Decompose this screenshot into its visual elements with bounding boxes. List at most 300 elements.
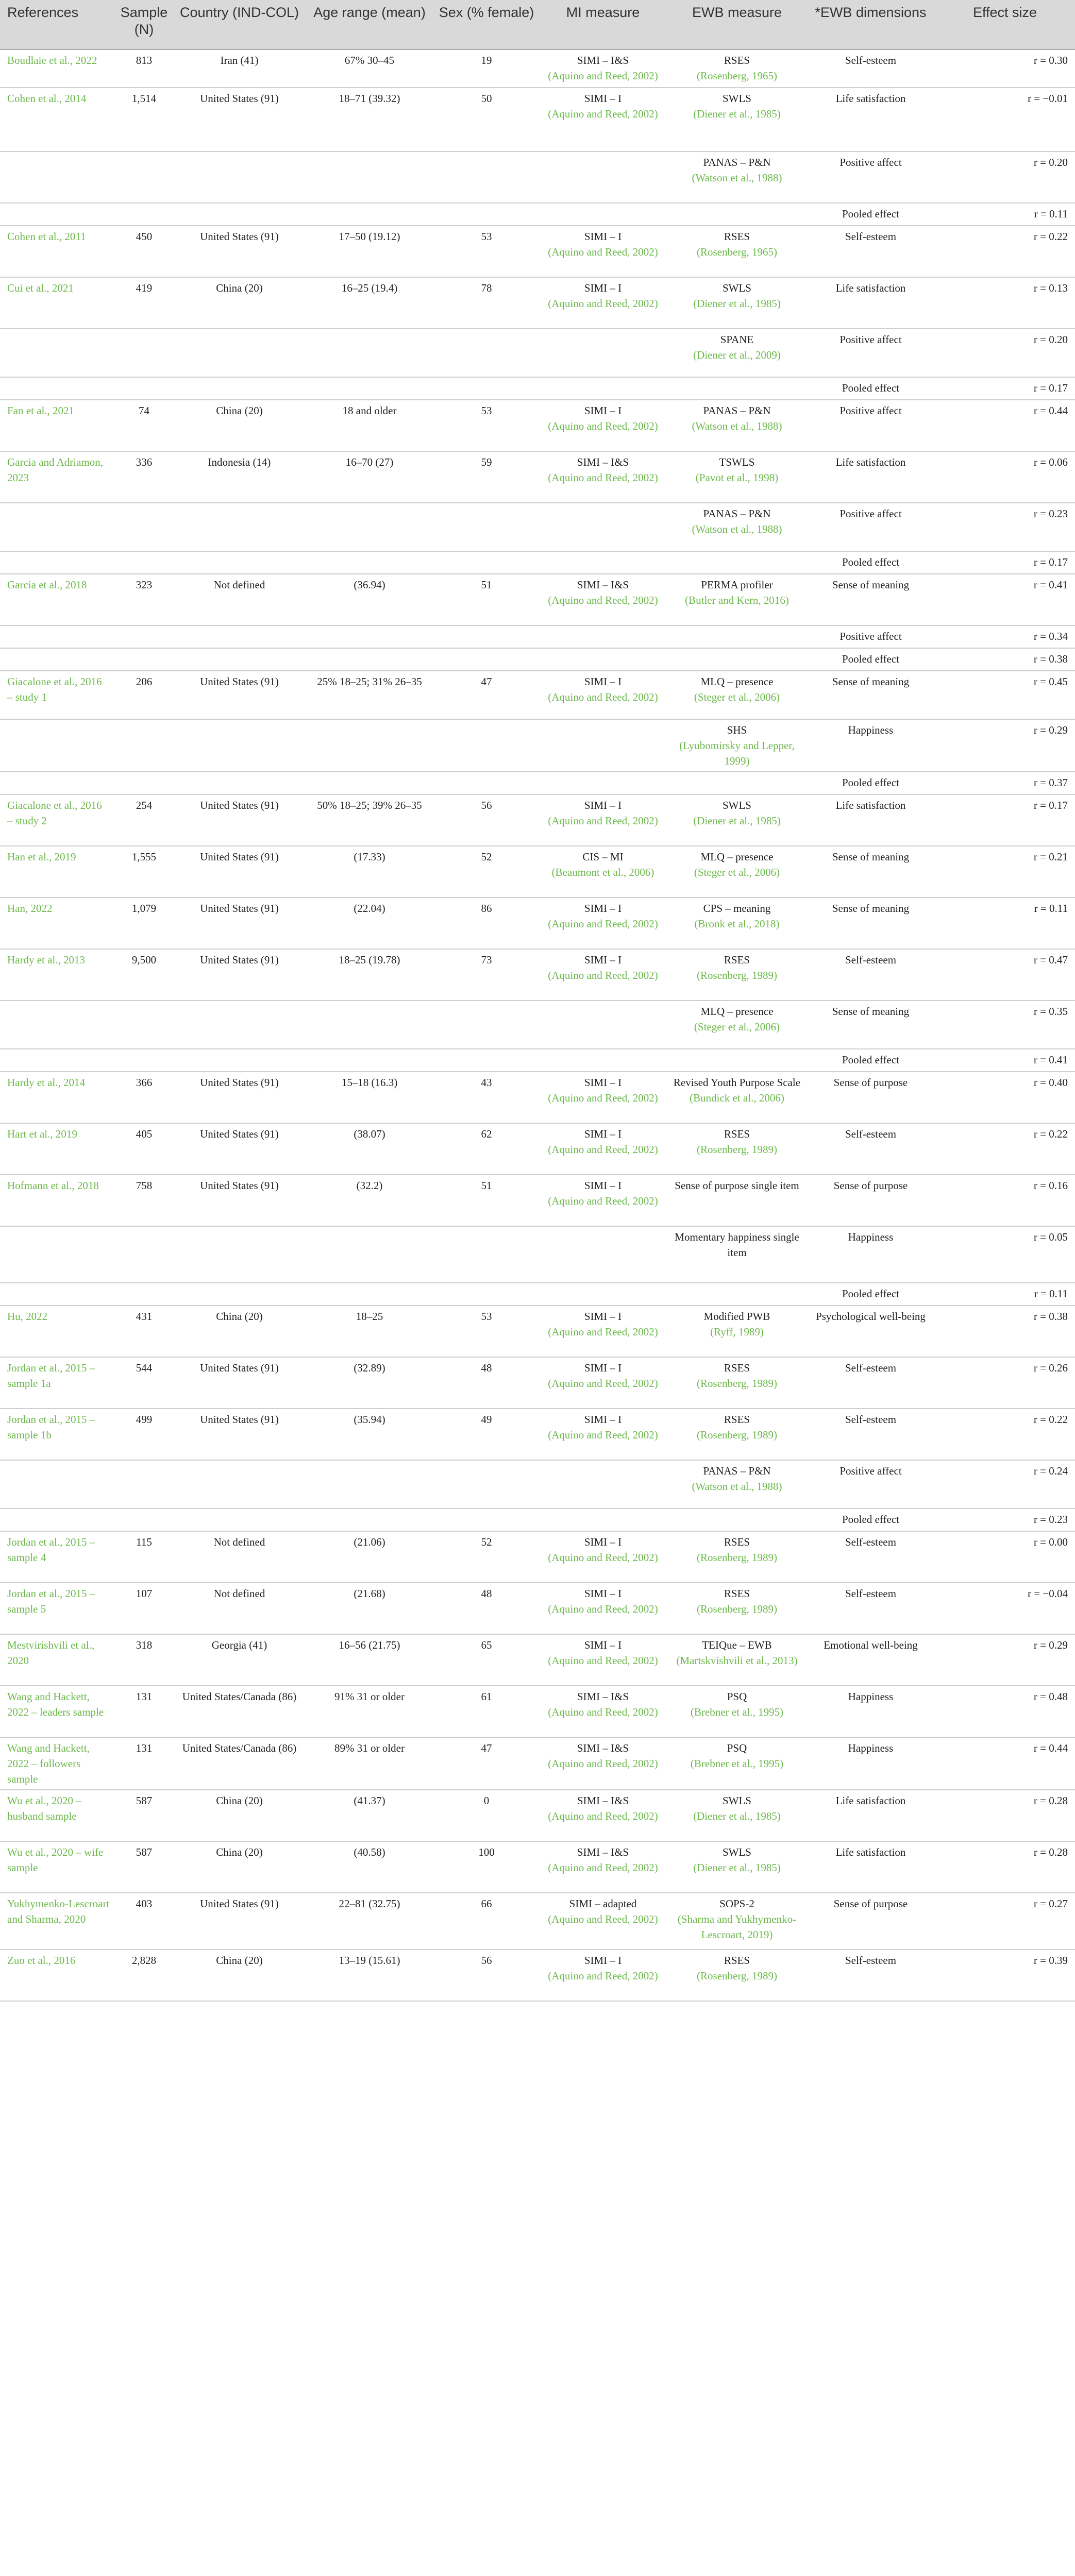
- cell-sex: [434, 329, 539, 377]
- cell-effect-size: [935, 949, 1075, 1001]
- cell-sample: [114, 1531, 174, 1583]
- sample-value: 403: [136, 1897, 153, 1910]
- cell-ewb-measure: [667, 1306, 807, 1357]
- mi-citation: (Aquino and Reed, 2002): [548, 691, 658, 703]
- effect-size-value: r = 0.11: [1034, 1287, 1068, 1300]
- cell-sample: [114, 377, 174, 400]
- cell-ewb-measure: [667, 226, 807, 277]
- ewb-citation: (Steger et al., 2006): [694, 691, 780, 703]
- cell-sample: [114, 49, 174, 88]
- cell-ewb-measure: [667, 1049, 807, 1072]
- cell-age: [305, 1841, 434, 1893]
- ewb-measure-value: SWLS: [722, 282, 751, 294]
- cell-sex: [434, 551, 539, 574]
- cell-sex: [434, 897, 539, 949]
- cell-ewb-dimension: [807, 226, 935, 277]
- header-country: Country (IND-COL): [174, 0, 305, 49]
- cell-ewb-dimension: [807, 1531, 935, 1583]
- cell-sample: [114, 551, 174, 574]
- cell-sample: [114, 1283, 174, 1306]
- sex-value: 66: [481, 1897, 492, 1910]
- cell-effect-size: [935, 671, 1075, 719]
- age-value: 18–71 (39.32): [339, 92, 400, 105]
- ewb-dimension-value: Sense of purpose: [833, 1076, 908, 1089]
- cell-reference: [0, 1357, 114, 1409]
- cell-sample: [114, 1175, 174, 1226]
- effect-size-value: r = 0.23: [1033, 507, 1068, 520]
- mi-measure-value: SIMI – I: [584, 902, 622, 914]
- table-body: [0, 49, 1075, 2001]
- country-value: China (20): [216, 1954, 263, 1967]
- cell-reference: [0, 1072, 114, 1123]
- sample-value: 366: [136, 1076, 153, 1089]
- sample-value: 131: [136, 1690, 153, 1703]
- ewb-citation: (Ryff, 1989): [710, 1326, 764, 1338]
- cell-reference: [0, 794, 114, 846]
- cell-age: [305, 1893, 434, 1950]
- cell-mi-measure: [539, 1226, 667, 1283]
- ewb-dimension-value: Positive affect: [839, 404, 902, 417]
- cell-age: [305, 151, 434, 203]
- cell-effect-size: [935, 719, 1075, 772]
- mi-measure-value: SIMI – I&S: [577, 1846, 629, 1858]
- cell-mi-measure: [539, 503, 667, 551]
- mi-citation: (Aquino and Reed, 2002): [548, 297, 658, 310]
- cell-ewb-measure: [667, 451, 807, 503]
- cell-ewb-dimension: [807, 1790, 935, 1841]
- sex-value: 47: [481, 675, 492, 688]
- sex-value: 0: [483, 1794, 490, 1807]
- effect-size-value: r = 0.45: [1033, 675, 1068, 688]
- cell-country: [174, 1634, 305, 1686]
- ewb-measure-value: PSQ: [727, 1742, 747, 1754]
- table-row: [0, 503, 1075, 551]
- mi-measure-value: SIMI – I&S: [577, 54, 629, 66]
- cell-ewb-dimension: [807, 1123, 935, 1175]
- cell-sex: [434, 1583, 539, 1634]
- ewb-dimension-value: Pooled effect: [842, 1287, 899, 1300]
- cell-mi-measure: [539, 203, 667, 226]
- ewb-citation: (Pavot et al., 1998): [695, 471, 779, 484]
- cell-effect-size: [935, 574, 1075, 625]
- age-value: (21.06): [354, 1536, 385, 1548]
- cell-ewb-dimension: [807, 1737, 935, 1790]
- ewb-measure-value: MLQ – presence: [700, 1005, 774, 1018]
- cell-mi-measure: [539, 49, 667, 88]
- cell-ewb-measure: [667, 88, 807, 151]
- cell-sample: [114, 794, 174, 846]
- ewb-measure-value: PANAS – P&N: [703, 1465, 771, 1477]
- cell-age: [305, 1531, 434, 1583]
- ewb-measure-value: PANAS – P&N: [703, 507, 771, 520]
- mi-citation: (Aquino and Reed, 2002): [548, 1861, 658, 1874]
- sample-value: 1,514: [131, 92, 157, 105]
- age-value: 50% 18–25; 39% 26–35: [317, 799, 422, 811]
- cell-reference: [0, 1950, 114, 2001]
- effect-size-value: r = 0.13: [1033, 282, 1068, 294]
- effect-size-value: r = 0.17: [1033, 799, 1068, 811]
- country-value: Not defined: [213, 579, 265, 591]
- cell-ewb-dimension: [807, 1893, 935, 1950]
- ewb-dimension-value: Sense of meaning: [832, 675, 910, 688]
- cell-ewb-measure: [667, 1460, 807, 1509]
- effect-size-value: r = 0.22: [1033, 230, 1068, 243]
- cell-sample: [114, 1737, 174, 1790]
- reference-link: Hu, 2022: [7, 1310, 48, 1323]
- country-value: United States (91): [200, 1128, 279, 1140]
- cell-effect-size: [935, 1049, 1075, 1072]
- cell-ewb-measure: [667, 1001, 807, 1049]
- ewb-dimension-value: Happiness: [848, 1742, 894, 1754]
- cell-effect-size: [935, 1737, 1075, 1790]
- cell-ewb-dimension: [807, 1634, 935, 1686]
- cell-effect-size: [935, 1226, 1075, 1283]
- cell-effect-size: [935, 1283, 1075, 1306]
- cell-ewb-measure: [667, 1531, 807, 1583]
- ewb-measure-value: RSES: [724, 1413, 750, 1426]
- table-row: [0, 551, 1075, 574]
- table-row: [0, 1950, 1075, 2001]
- ewb-measure-value: RSES: [724, 1536, 750, 1548]
- ewb-measure-value: SWLS: [722, 799, 751, 811]
- table-row: [0, 846, 1075, 897]
- cell-ewb-measure: [667, 1634, 807, 1686]
- cell-reference: [0, 846, 114, 897]
- ewb-citation: (Watson et al., 1988): [692, 420, 782, 432]
- cell-age: [305, 1123, 434, 1175]
- cell-sex: [434, 203, 539, 226]
- cell-effect-size: [935, 1531, 1075, 1583]
- age-value: 16–56 (21.75): [339, 1639, 400, 1651]
- table-row: [0, 574, 1075, 625]
- cell-sex: [434, 88, 539, 151]
- mi-measure-value: SIMI – I: [584, 1587, 622, 1600]
- effect-size-value: r = 0.37: [1033, 776, 1068, 789]
- ewb-citation: (Rosenberg, 1989): [697, 1603, 777, 1615]
- ewb-dimension-value: Self-esteem: [845, 1413, 897, 1426]
- cell-effect-size: [935, 377, 1075, 400]
- cell-country: [174, 1583, 305, 1634]
- effect-size-value: r = 0.41: [1033, 579, 1068, 591]
- ewb-citation: (Martskvishvili et al., 2013): [676, 1654, 798, 1667]
- mi-citation: (Aquino and Reed, 2002): [548, 594, 658, 606]
- mi-measure-value: SIMI – I&S: [577, 1690, 629, 1703]
- cell-reference: [0, 503, 114, 551]
- ewb-measure-value: TEIQue – EWB: [702, 1639, 772, 1651]
- cell-country: [174, 671, 305, 719]
- header-mi-measure: MI measure: [539, 0, 667, 49]
- table-row: [0, 794, 1075, 846]
- cell-mi-measure: [539, 719, 667, 772]
- sex-value: 53: [481, 230, 492, 243]
- sex-value: 56: [481, 1954, 492, 1967]
- ewb-dimension-value: Self-esteem: [845, 1954, 897, 1967]
- cell-country: [174, 551, 305, 574]
- age-value: 17–50 (19.12): [339, 230, 400, 243]
- cell-country: [174, 1357, 305, 1409]
- cell-ewb-measure: [667, 151, 807, 203]
- cell-sex: [434, 1001, 539, 1049]
- cell-country: [174, 1283, 305, 1306]
- cell-effect-size: [935, 329, 1075, 377]
- cell-ewb-dimension: [807, 1175, 935, 1226]
- header-ewb-dimensions: *EWB dimensions: [807, 0, 935, 49]
- ewb-measure-value: Sense of purpose single item: [675, 1179, 799, 1192]
- country-value: Not defined: [213, 1536, 265, 1548]
- cell-mi-measure: [539, 949, 667, 1001]
- country-value: United States (91): [200, 230, 279, 243]
- country-value: China (20): [216, 1846, 263, 1858]
- age-value: (35.94): [354, 1413, 385, 1426]
- cell-ewb-dimension: [807, 151, 935, 203]
- cell-sex: [434, 1460, 539, 1509]
- cell-mi-measure: [539, 226, 667, 277]
- table-header: [0, 0, 1075, 49]
- reference-link: Jordan et al., 2015 – sample 1b: [7, 1413, 95, 1441]
- reference-link: Jordan et al., 2015 – sample 1a: [7, 1362, 95, 1389]
- ewb-citation: (Watson et al., 1988): [692, 172, 782, 184]
- sex-value: 49: [481, 1413, 492, 1426]
- cell-age: [305, 1283, 434, 1306]
- cell-sex: [434, 671, 539, 719]
- cell-country: [174, 400, 305, 451]
- cell-age: [305, 277, 434, 329]
- sex-value: 48: [481, 1362, 492, 1374]
- cell-ewb-measure: [667, 377, 807, 400]
- cell-reference: [0, 88, 114, 151]
- country-value: United States (91): [200, 92, 279, 105]
- cell-mi-measure: [539, 1686, 667, 1737]
- effect-size-value: r = 0.24: [1033, 1465, 1068, 1477]
- cell-country: [174, 1950, 305, 2001]
- effect-size-value: r = 0.29: [1033, 1639, 1068, 1651]
- reference-link: Hardy et al., 2014: [7, 1076, 86, 1089]
- cell-sex: [434, 1175, 539, 1226]
- cell-mi-measure: [539, 1357, 667, 1409]
- cell-country: [174, 574, 305, 625]
- ewb-measure-value: RSES: [724, 1954, 750, 1967]
- mi-measure-value: SIMI – I&S: [577, 456, 629, 468]
- effect-size-value: r = 0.28: [1033, 1794, 1068, 1807]
- ewb-measure-value: MLQ – presence: [700, 851, 774, 863]
- mi-citation: (Aquino and Reed, 2002): [548, 1603, 658, 1615]
- cell-age: [305, 794, 434, 846]
- cell-country: [174, 151, 305, 203]
- cell-reference: [0, 1001, 114, 1049]
- cell-age: [305, 88, 434, 151]
- ewb-measure-value: RSES: [724, 954, 750, 966]
- effect-size-value: r = 0.21: [1033, 851, 1068, 863]
- mi-measure-value: SIMI – I: [584, 92, 622, 105]
- effect-size-value: r = 0.11: [1034, 208, 1068, 220]
- cell-mi-measure: [539, 551, 667, 574]
- mi-measure-value: SIMI – I: [584, 1536, 622, 1548]
- effect-size-value: r = 0.44: [1033, 1742, 1068, 1754]
- sex-value: 47: [481, 1742, 492, 1754]
- ewb-measure-value: RSES: [724, 54, 750, 66]
- effect-size-value: r = 0.41: [1033, 1054, 1068, 1066]
- sample-value: 405: [136, 1128, 153, 1140]
- sample-value: 1,079: [131, 902, 157, 914]
- cell-ewb-dimension: [807, 1460, 935, 1509]
- cell-country: [174, 1460, 305, 1509]
- cell-ewb-measure: [667, 1686, 807, 1737]
- ewb-citation: (Diener et al., 1985): [693, 1861, 781, 1874]
- header-ewb-measure: EWB measure: [667, 0, 807, 49]
- ewb-dimension-value: Life satisfaction: [835, 1846, 906, 1858]
- cell-age: [305, 1950, 434, 2001]
- effect-size-value: r = 0.11: [1034, 902, 1068, 914]
- country-value: Not defined: [213, 1587, 265, 1600]
- mi-measure-value: SIMI – I: [584, 1954, 622, 1967]
- cell-ewb-dimension: [807, 719, 935, 772]
- table-row: [0, 226, 1075, 277]
- cell-mi-measure: [539, 1001, 667, 1049]
- cell-sample: [114, 1049, 174, 1072]
- cell-sex: [434, 1531, 539, 1583]
- cell-effect-size: [935, 203, 1075, 226]
- cell-country: [174, 1509, 305, 1531]
- cell-sex: [434, 648, 539, 671]
- effect-size-value: r = 0.40: [1033, 1076, 1068, 1089]
- mi-measure-value: SIMI – I: [584, 230, 622, 243]
- table-row: [0, 949, 1075, 1001]
- cell-ewb-dimension: [807, 574, 935, 625]
- ewb-measure-value: PERMA profiler: [701, 579, 773, 591]
- cell-country: [174, 1001, 305, 1049]
- cell-effect-size: [935, 451, 1075, 503]
- cell-country: [174, 1790, 305, 1841]
- cell-sex: [434, 846, 539, 897]
- cell-sex: [434, 151, 539, 203]
- cell-ewb-dimension: [807, 1509, 935, 1531]
- cell-ewb-measure: [667, 1226, 807, 1283]
- cell-sex: [434, 1634, 539, 1686]
- cell-ewb-measure: [667, 400, 807, 451]
- cell-age: [305, 503, 434, 551]
- reference-link: Han, 2022: [7, 902, 53, 914]
- reference-link: Zuo et al., 2016: [7, 1954, 76, 1967]
- cell-country: [174, 897, 305, 949]
- cell-country: [174, 1123, 305, 1175]
- cell-ewb-dimension: [807, 897, 935, 949]
- table-row: [0, 1634, 1075, 1686]
- ewb-citation: (Brebner et al., 1995): [690, 1757, 784, 1770]
- sample-value: 131: [136, 1742, 153, 1754]
- cell-reference: [0, 1583, 114, 1634]
- ewb-dimension-value: Psychological well-being: [816, 1310, 926, 1323]
- reference-link: Wang and Hackett, 2022 – followers sample: [7, 1742, 90, 1785]
- cell-reference: [0, 203, 114, 226]
- cell-age: [305, 1357, 434, 1409]
- cell-effect-size: [935, 503, 1075, 551]
- cell-ewb-dimension: [807, 1306, 935, 1357]
- cell-age: [305, 625, 434, 648]
- cell-effect-size: [935, 1175, 1075, 1226]
- cell-sex: [434, 1283, 539, 1306]
- ewb-dimension-value: Self-esteem: [845, 230, 897, 243]
- age-value: (38.07): [354, 1128, 385, 1140]
- cell-sample: [114, 277, 174, 329]
- sex-value: 19: [481, 54, 492, 66]
- cell-ewb-dimension: [807, 1049, 935, 1072]
- cell-sex: [434, 49, 539, 88]
- cell-sample: [114, 897, 174, 949]
- sample-value: 336: [136, 456, 153, 468]
- ewb-dimension-value: Self-esteem: [845, 1587, 897, 1600]
- cell-effect-size: [935, 846, 1075, 897]
- cell-sex: [434, 1790, 539, 1841]
- ewb-dimension-value: Sense of meaning: [832, 579, 910, 591]
- table-row: [0, 1790, 1075, 1841]
- cell-sex: [434, 1409, 539, 1460]
- cell-effect-size: [935, 1357, 1075, 1409]
- ewb-citation: (Watson et al., 1988): [692, 1480, 782, 1493]
- effect-size-value: r = 0.22: [1033, 1413, 1068, 1426]
- cell-sample: [114, 1409, 174, 1460]
- cell-ewb-dimension: [807, 551, 935, 574]
- cell-ewb-measure: [667, 1893, 807, 1950]
- cell-ewb-measure: [667, 794, 807, 846]
- cell-sex: [434, 1306, 539, 1357]
- ewb-dimension-value: Sense of meaning: [832, 1005, 910, 1018]
- cell-ewb-dimension: [807, 1841, 935, 1893]
- reference-link: Garcia and Adriamon, 2023: [7, 456, 104, 484]
- sex-value: 51: [481, 579, 492, 591]
- cell-ewb-measure: [667, 897, 807, 949]
- age-value: 25% 18–25; 31% 26–35: [317, 675, 422, 688]
- mi-citation: (Aquino and Reed, 2002): [548, 1757, 658, 1770]
- cell-age: [305, 1460, 434, 1509]
- cell-ewb-measure: [667, 772, 807, 794]
- cell-sample: [114, 88, 174, 151]
- cell-age: [305, 1226, 434, 1283]
- cell-sex: [434, 400, 539, 451]
- country-value: United States (91): [200, 902, 279, 914]
- cell-sex: [434, 772, 539, 794]
- cell-age: [305, 1634, 434, 1686]
- cell-age: [305, 648, 434, 671]
- ewb-dimension-value: Sense of meaning: [832, 851, 910, 863]
- cell-sample: [114, 1634, 174, 1686]
- cell-reference: [0, 1306, 114, 1357]
- ewb-dimension-value: Life satisfaction: [835, 282, 906, 294]
- reference-link: Mestvirishvili et al., 2020: [7, 1639, 95, 1667]
- age-value: (21.68): [354, 1587, 385, 1600]
- effect-size-value: r = 0.20: [1033, 333, 1068, 346]
- cell-country: [174, 719, 305, 772]
- sex-value: 73: [481, 954, 492, 966]
- ewb-dimension-value: Self-esteem: [845, 954, 897, 966]
- table-row: [0, 1841, 1075, 1893]
- mi-citation: (Aquino and Reed, 2002): [548, 1429, 658, 1441]
- cell-effect-size: [935, 1001, 1075, 1049]
- table-row: [0, 400, 1075, 451]
- country-value: United States (91): [200, 1179, 279, 1192]
- ewb-dimension-value: Pooled effect: [842, 208, 899, 220]
- cell-age: [305, 226, 434, 277]
- cell-ewb-measure: [667, 625, 807, 648]
- table-row: [0, 88, 1075, 151]
- cell-sample: [114, 1072, 174, 1123]
- ewb-citation: (Steger et al., 2006): [694, 1021, 780, 1033]
- cell-sex: [434, 625, 539, 648]
- table-row: [0, 671, 1075, 719]
- ewb-dimension-value: Positive affect: [839, 333, 902, 346]
- mi-measure-value: SIMI – I&S: [577, 1742, 629, 1754]
- cell-ewb-measure: [667, 574, 807, 625]
- mi-measure-value: SIMI – I&S: [577, 1794, 629, 1807]
